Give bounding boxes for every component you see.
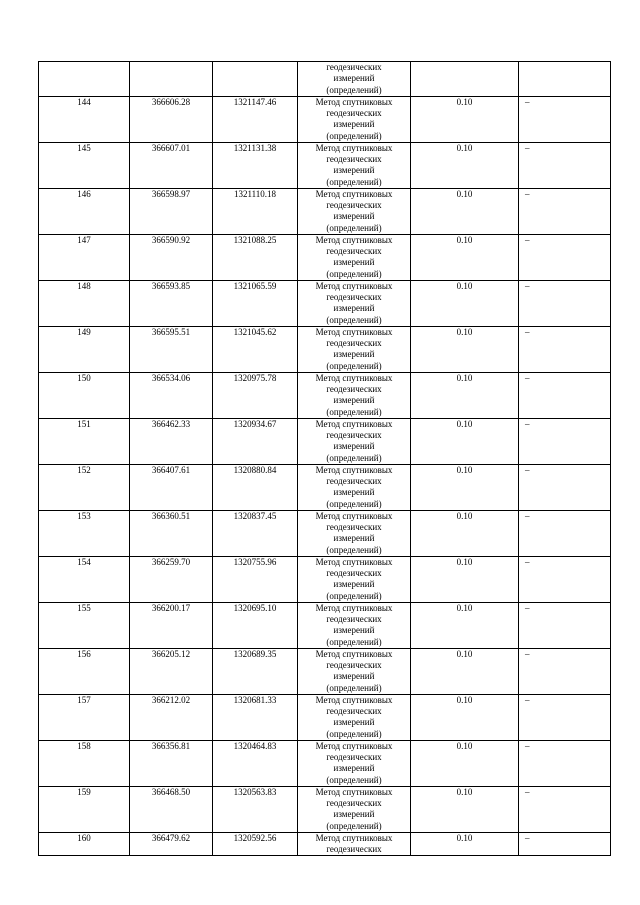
method-cell xyxy=(298,786,411,832)
method-line: Метод спутниковых xyxy=(315,96,393,107)
accuracy-cell: 0.10 xyxy=(411,786,519,832)
y-coordinate-cell: 1320837.45 xyxy=(213,510,298,556)
method-line: (определений) xyxy=(326,130,382,141)
y-coordinate-cell: 1321110.18 xyxy=(213,188,298,234)
method-line: измерений xyxy=(333,809,375,820)
method-line: измерений xyxy=(333,533,375,544)
table-row xyxy=(39,372,611,418)
method-cell xyxy=(298,188,411,234)
method-line: Метод спутниковых xyxy=(315,556,393,567)
x-coordinate-cell: 366534.06 xyxy=(130,372,213,418)
method-line: Метод спутниковых xyxy=(315,694,393,705)
note-cell: – xyxy=(519,188,611,234)
table-row xyxy=(39,188,611,234)
x-coordinate-cell: 366595.51 xyxy=(130,326,213,372)
table-row xyxy=(39,556,611,602)
x-coordinate-cell: 366259.70 xyxy=(130,556,213,602)
method-line: Метод спутниковых xyxy=(315,786,393,797)
note-cell: – xyxy=(519,740,611,786)
point-number-cell: 147 xyxy=(39,234,130,280)
point-number-cell: 156 xyxy=(39,648,130,694)
method-line: измерений xyxy=(333,717,375,728)
method-line: измерений xyxy=(333,487,375,498)
note-cell: – xyxy=(519,786,611,832)
method-cell xyxy=(298,62,411,97)
method-line: измерений xyxy=(333,763,375,774)
y-coordinate-cell: 1320975.78 xyxy=(213,372,298,418)
method-cell xyxy=(298,602,411,648)
method-line: геодезических xyxy=(326,384,382,394)
method-line: (определений) xyxy=(326,452,382,463)
method-line: (определений) xyxy=(326,360,382,371)
note-cell: – xyxy=(519,832,611,856)
note-cell: – xyxy=(519,326,611,372)
y-coordinate-cell: 1321088.25 xyxy=(213,234,298,280)
method-cell xyxy=(298,372,411,418)
point-number-cell: 145 xyxy=(39,142,130,188)
point-number-cell: 157 xyxy=(39,694,130,740)
method-line: измерений xyxy=(333,165,375,176)
note-cell: – xyxy=(519,694,611,740)
method-cell xyxy=(298,96,411,142)
method-line: геодезических xyxy=(326,246,382,256)
table-row xyxy=(39,740,611,786)
table-row xyxy=(39,786,611,832)
accuracy-cell: 0.10 xyxy=(411,602,519,648)
point-number-cell: 148 xyxy=(39,280,130,326)
method-line: (определений) xyxy=(326,820,382,831)
point-number-cell: 153 xyxy=(39,510,130,556)
method-cell xyxy=(298,280,411,326)
coordinates-table-body xyxy=(39,62,611,856)
accuracy-cell: 0.10 xyxy=(411,326,519,372)
point-number-cell: 151 xyxy=(39,418,130,464)
x-coordinate-cell: 366360.51 xyxy=(130,510,213,556)
note-cell xyxy=(519,62,611,97)
accuracy-cell: 0.10 xyxy=(411,556,519,602)
x-coordinate-cell: 366407.61 xyxy=(130,464,213,510)
method-line: Метод спутниковых xyxy=(315,280,393,291)
method-line: измерений xyxy=(333,303,375,314)
table-row xyxy=(39,142,611,188)
method-line: геодезических xyxy=(326,292,382,302)
point-number-cell: 152 xyxy=(39,464,130,510)
coordinates-table xyxy=(38,61,611,856)
method-line: геодезических xyxy=(326,752,382,762)
method-cell xyxy=(298,694,411,740)
table-row xyxy=(39,464,611,510)
method-line: геодезических xyxy=(326,200,382,210)
note-cell: – xyxy=(519,96,611,142)
method-line: геодезических xyxy=(326,522,382,532)
note-cell: – xyxy=(519,418,611,464)
method-line: Метод спутниковых xyxy=(315,142,393,153)
method-line: (определений) xyxy=(326,636,382,647)
x-coordinate-cell: 366607.01 xyxy=(130,142,213,188)
note-cell: – xyxy=(519,510,611,556)
method-cell xyxy=(298,648,411,694)
accuracy-cell: 0.10 xyxy=(411,648,519,694)
method-line: (определений) xyxy=(326,728,382,739)
x-coordinate-cell: 366462.33 xyxy=(130,418,213,464)
method-line: Метод спутниковых xyxy=(315,832,393,843)
point-number-cell: 149 xyxy=(39,326,130,372)
method-line: измерений xyxy=(333,671,375,682)
method-line: Метод спутниковых xyxy=(315,326,393,337)
method-line: геодезических xyxy=(326,430,382,440)
method-line: (определений) xyxy=(326,84,382,95)
note-cell: – xyxy=(519,372,611,418)
method-line: (определений) xyxy=(326,544,382,555)
table-row xyxy=(39,326,611,372)
method-cell xyxy=(298,510,411,556)
method-line: Метод спутниковых xyxy=(315,464,393,475)
accuracy-cell: 0.10 xyxy=(411,280,519,326)
table-row xyxy=(39,96,611,142)
y-coordinate-cell: 1320695.10 xyxy=(213,602,298,648)
method-cell xyxy=(298,464,411,510)
method-line: измерений xyxy=(333,349,375,360)
point-number-cell: 154 xyxy=(39,556,130,602)
method-line: (определений) xyxy=(326,406,382,417)
table-row xyxy=(39,280,611,326)
point-number-cell xyxy=(39,62,130,97)
method-line: измерений xyxy=(333,211,375,222)
method-line: (определений) xyxy=(326,774,382,785)
method-line: Метод спутниковых xyxy=(315,510,393,521)
x-coordinate-cell xyxy=(130,62,213,97)
point-number-cell: 146 xyxy=(39,188,130,234)
y-coordinate-cell: 1320464.83 xyxy=(213,740,298,786)
method-line: (определений) xyxy=(326,590,382,601)
table-row xyxy=(39,694,611,740)
accuracy-cell: 0.10 xyxy=(411,234,519,280)
method-line: геодезических xyxy=(326,706,382,716)
x-coordinate-cell: 366590.92 xyxy=(130,234,213,280)
method-cell xyxy=(298,832,411,856)
method-cell xyxy=(298,142,411,188)
x-coordinate-cell: 366598.97 xyxy=(130,188,213,234)
method-line: измерений xyxy=(333,119,375,130)
method-line: Метод спутниковых xyxy=(315,372,393,383)
accuracy-cell: 0.10 xyxy=(411,418,519,464)
accuracy-cell: 0.10 xyxy=(411,142,519,188)
note-cell: – xyxy=(519,556,611,602)
table-row xyxy=(39,602,611,648)
accuracy-cell: 0.10 xyxy=(411,832,519,856)
x-coordinate-cell: 366468.50 xyxy=(130,786,213,832)
method-line: геодезических xyxy=(326,62,382,72)
method-line: измерений xyxy=(333,625,375,636)
note-cell: – xyxy=(519,280,611,326)
method-line: Метод спутниковых xyxy=(315,418,393,429)
accuracy-cell: 0.10 xyxy=(411,464,519,510)
x-coordinate-cell: 366200.17 xyxy=(130,602,213,648)
accuracy-cell: 0.10 xyxy=(411,372,519,418)
y-coordinate-cell: 1321045.62 xyxy=(213,326,298,372)
point-number-cell: 144 xyxy=(39,96,130,142)
continuation-row xyxy=(39,62,611,97)
x-coordinate-cell: 366606.28 xyxy=(130,96,213,142)
method-line: измерений xyxy=(333,257,375,268)
point-number-cell: 155 xyxy=(39,602,130,648)
method-line: геодезических xyxy=(326,154,382,164)
method-line: геодезических xyxy=(326,476,382,486)
method-line: Метод спутниковых xyxy=(315,740,393,751)
point-number-cell: 159 xyxy=(39,786,130,832)
note-cell: – xyxy=(519,234,611,280)
y-coordinate-cell: 1320689.35 xyxy=(213,648,298,694)
y-coordinate-cell: 1320681.33 xyxy=(213,694,298,740)
method-cell xyxy=(298,740,411,786)
method-line: (определений) xyxy=(326,314,382,325)
point-number-cell: 150 xyxy=(39,372,130,418)
table-row xyxy=(39,510,611,556)
point-number-cell: 160 xyxy=(39,832,130,856)
method-line: Метод спутниковых xyxy=(315,648,393,659)
method-cell xyxy=(298,326,411,372)
accuracy-cell xyxy=(411,62,519,97)
method-line: (определений) xyxy=(326,176,382,187)
table-row xyxy=(39,648,611,694)
x-coordinate-cell: 366212.02 xyxy=(130,694,213,740)
accuracy-cell: 0.10 xyxy=(411,694,519,740)
point-number-cell: 158 xyxy=(39,740,130,786)
method-line: геодезических xyxy=(326,338,382,348)
method-line: Метод спутниковых xyxy=(315,234,393,245)
method-line: геодезических xyxy=(326,108,382,118)
method-line: геодезических xyxy=(326,660,382,670)
note-cell: – xyxy=(519,602,611,648)
y-coordinate-cell: 1320880.84 xyxy=(213,464,298,510)
method-line: геодезических xyxy=(326,798,382,808)
method-line: измерений xyxy=(333,579,375,590)
y-coordinate-cell xyxy=(213,62,298,97)
accuracy-cell: 0.10 xyxy=(411,740,519,786)
method-line: (определений) xyxy=(326,268,382,279)
method-line: измерений xyxy=(333,73,375,84)
y-coordinate-cell: 1321147.46 xyxy=(213,96,298,142)
method-line: геодезических xyxy=(326,844,382,854)
y-coordinate-cell: 1320592.56 xyxy=(213,832,298,856)
note-cell: – xyxy=(519,648,611,694)
method-line: (определений) xyxy=(326,682,382,693)
method-line: измерений xyxy=(333,441,375,452)
y-coordinate-cell: 1321131.38 xyxy=(213,142,298,188)
method-line: (определений) xyxy=(326,222,382,233)
x-coordinate-cell: 366479.62 xyxy=(130,832,213,856)
accuracy-cell: 0.10 xyxy=(411,510,519,556)
note-cell: – xyxy=(519,142,611,188)
table-row xyxy=(39,418,611,464)
x-coordinate-cell: 366593.85 xyxy=(130,280,213,326)
note-cell: – xyxy=(519,464,611,510)
method-line: Метод спутниковых xyxy=(315,188,393,199)
method-cell xyxy=(298,234,411,280)
y-coordinate-cell: 1320934.67 xyxy=(213,418,298,464)
y-coordinate-cell: 1320755.96 xyxy=(213,556,298,602)
method-line: (определений) xyxy=(326,498,382,509)
method-cell xyxy=(298,418,411,464)
method-cell xyxy=(298,556,411,602)
accuracy-cell: 0.10 xyxy=(411,188,519,234)
x-coordinate-cell: 366205.12 xyxy=(130,648,213,694)
y-coordinate-cell: 1321065.59 xyxy=(213,280,298,326)
method-line: измерений xyxy=(333,395,375,406)
table-row xyxy=(39,234,611,280)
accuracy-cell: 0.10 xyxy=(411,96,519,142)
y-coordinate-cell: 1320563.83 xyxy=(213,786,298,832)
method-line: Метод спутниковых xyxy=(315,602,393,613)
x-coordinate-cell: 366356.81 xyxy=(130,740,213,786)
method-line: геодезических xyxy=(326,568,382,578)
table-row xyxy=(39,832,611,856)
method-line: геодезических xyxy=(326,614,382,624)
